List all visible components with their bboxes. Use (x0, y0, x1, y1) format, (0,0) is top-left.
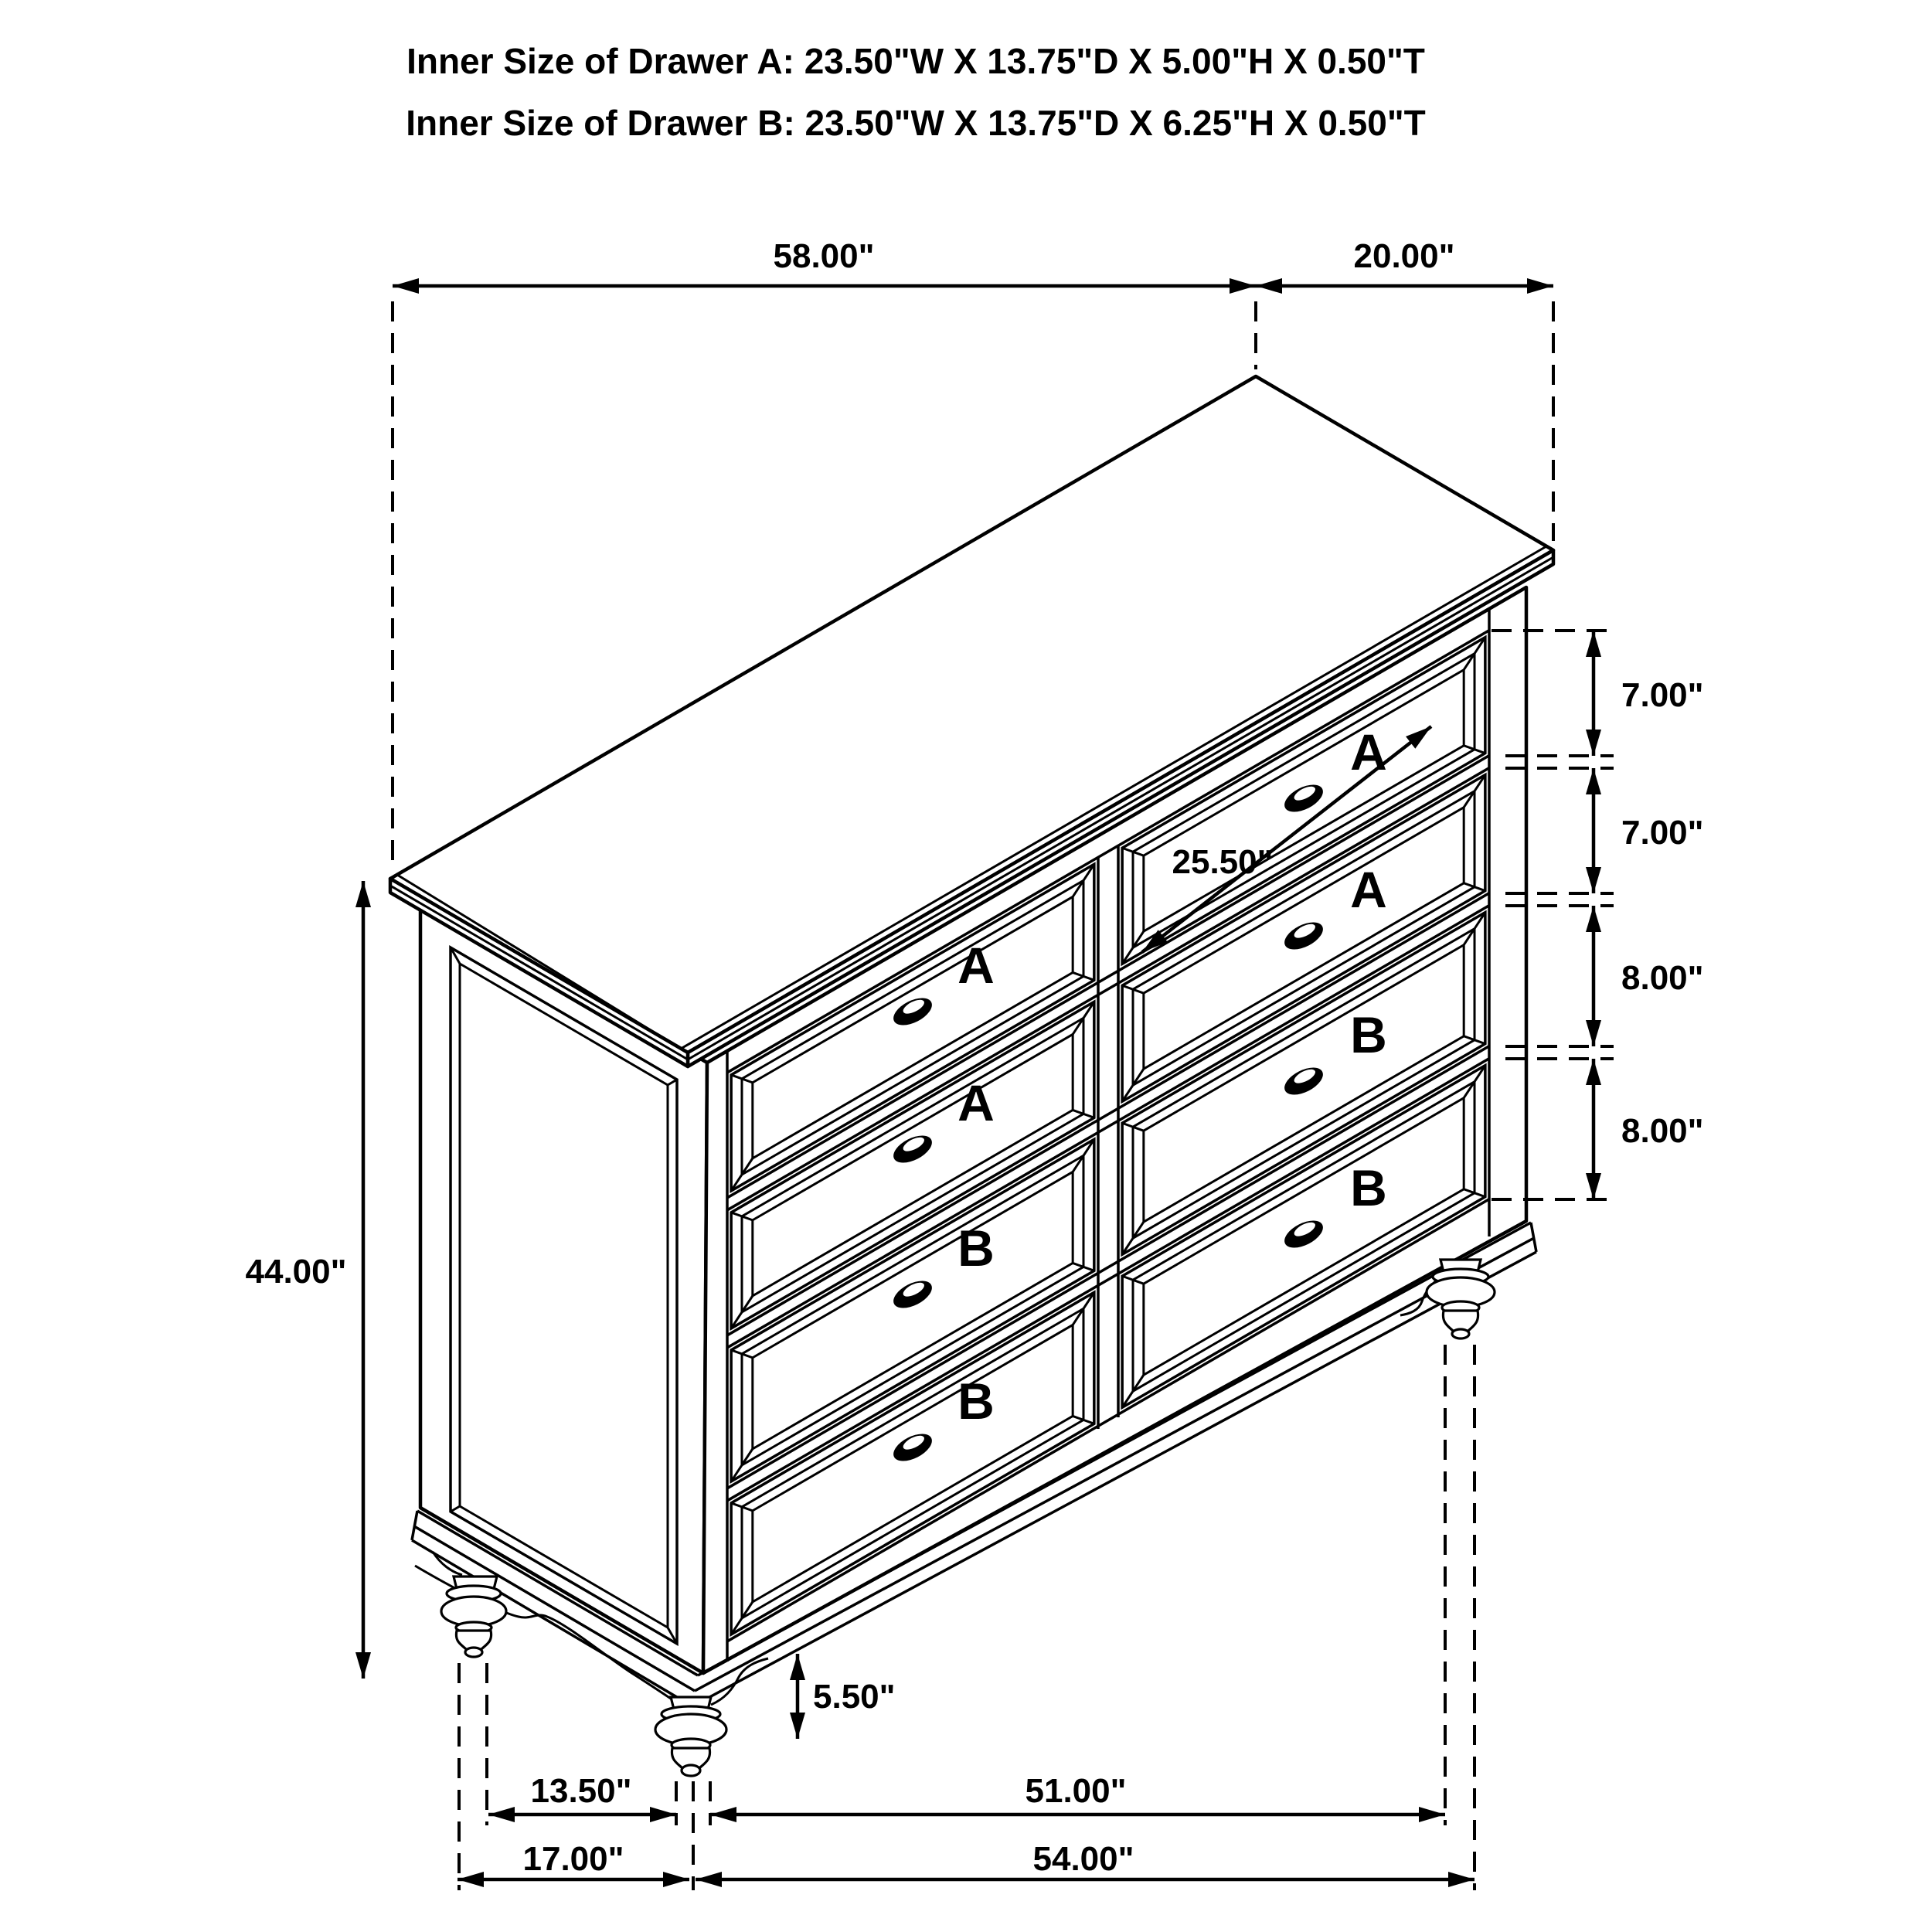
drawer-letter-right-1: A (1350, 723, 1387, 781)
dim-leg-height-label: 5.50" (813, 1678, 896, 1716)
title-line-1: Inner Size of Drawer A: 23.50"W X 13.75"D X 5.00"H X 0.50"T (406, 41, 1425, 81)
dimension-arrow (1586, 768, 1601, 893)
drawer-letter-left-4: B (957, 1372, 995, 1430)
leg (441, 1577, 506, 1657)
drawer-letter-left-1: A (957, 937, 995, 994)
dim-base-width-outer-label: 54.00" (1032, 1840, 1134, 1878)
dim-top-depth-label: 20.00" (1353, 237, 1455, 275)
dim-overall-height-label: 44.00" (245, 1253, 347, 1291)
dim-base-depth-inner-label: 13.50" (530, 1772, 632, 1810)
dim-drawer-row4-height-label: 8.00" (1621, 1112, 1704, 1150)
dim-drawer-row1-height-label: 7.00" (1621, 676, 1704, 714)
drawer-letter-left-3: B (957, 1219, 995, 1277)
dim-base-depth-outer-label: 17.00" (522, 1840, 624, 1878)
drawer-letter-left-2: A (957, 1074, 995, 1131)
drawer-letter-right-3: B (1350, 1006, 1387, 1063)
dimension-arrow (790, 1654, 805, 1739)
dim-top-width-label: 58.00" (773, 237, 875, 275)
dim-drawer-row2-height-label: 7.00" (1621, 814, 1704, 852)
dim-drawer-row3-height-label: 8.00" (1621, 959, 1704, 997)
dim-base-width-inner-label: 51.00" (1025, 1772, 1127, 1810)
dim-drawer-front-width-label: 25.50" (1172, 843, 1274, 881)
dimension-arrow (1256, 278, 1553, 294)
leg (655, 1697, 726, 1776)
dimension-arrow (1586, 1059, 1601, 1199)
dimension-arrow (355, 881, 371, 1679)
dimension-arrow (1586, 906, 1601, 1046)
leg (1427, 1260, 1495, 1338)
dimension-arrow (1586, 631, 1601, 756)
title-line-2: Inner Size of Drawer B: 23.50"W X 13.75"D X 6.25"H X 0.50"T (406, 103, 1426, 143)
dimension-arrow (393, 278, 1256, 294)
drawer-letter-right-4: B (1350, 1159, 1387, 1216)
drawer-letter-right-2: A (1350, 861, 1387, 918)
